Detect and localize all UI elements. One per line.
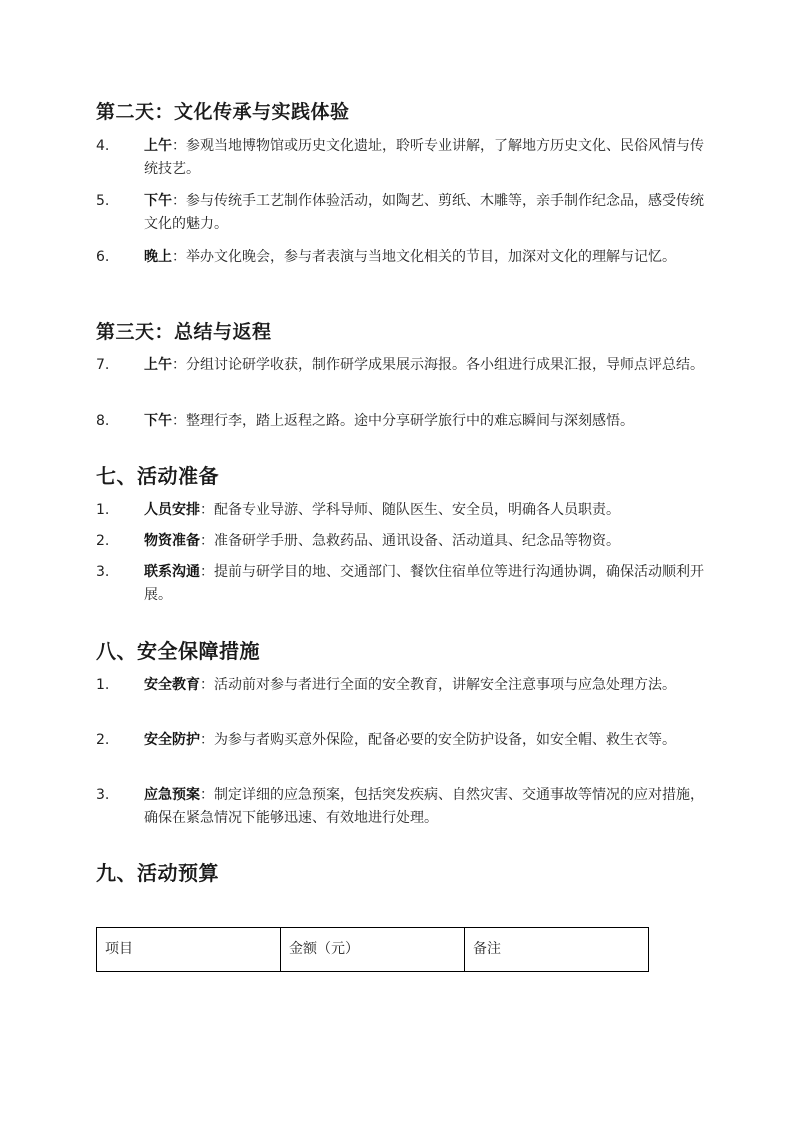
list-term: 上午 (144, 357, 172, 373)
list-number: 2. (96, 533, 110, 549)
list-item (96, 354, 706, 377)
list-term: 上午 (144, 138, 172, 154)
list-item (96, 784, 706, 830)
list-term: 下午 (144, 193, 172, 209)
list-item (96, 190, 706, 236)
list-text: ：配备专业导游、学科导师、随队医生、安全员，明确各人员职责。 (200, 502, 620, 518)
list-term: 安全教育 (144, 677, 200, 693)
list-term: 下午 (144, 413, 172, 429)
list-text: ：为参与者购买意外保险，配备必要的安全防护设备，如安全帽、救生衣等。 (200, 732, 676, 748)
table-header-cell: 金额（元） (281, 928, 465, 972)
list-term: 应急预案 (144, 787, 200, 803)
list-number: 4. (96, 138, 110, 154)
list-text: ：准备研学手册、急救药品、通讯设备、活动道具、纪念品等物资。 (200, 533, 620, 549)
list-item (96, 561, 706, 607)
table-header-cell: 备注 (465, 928, 649, 972)
list-number: 3. (96, 787, 110, 803)
section9-heading: 九、活动预算 (96, 861, 219, 885)
list-text: ：参与传统手工艺制作体验活动，如陶艺、剪纸、木雕等，亲手制作纪念品，感受传统文化的魅力。 (144, 193, 704, 232)
list-text: ：参观当地博物馆或历史文化遗址，聆听专业讲解，了解地方历史文化、民俗风情与传统技艺。 (144, 138, 704, 177)
list-item (96, 135, 706, 181)
day3-heading: 第三天：总结与返程 (96, 321, 272, 343)
list-term: 人员安排 (144, 502, 200, 518)
budget-table (96, 927, 649, 972)
section8-heading: 八、安全保障措施 (96, 639, 260, 663)
list-item (96, 674, 706, 697)
list-number: 3. (96, 564, 110, 580)
table-header-cell: 项目 (97, 928, 281, 972)
list-text: ：提前与研学目的地、交通部门、餐饮住宿单位等进行沟通协调，确保活动顺利开展。 (144, 564, 704, 603)
list-term: 晚上 (144, 249, 172, 265)
list-text: ：举办文化晚会，参与者表演与当地文化相关的节目，加深对文化的理解与记忆。 (172, 249, 676, 265)
list-number: 6. (96, 249, 110, 265)
list-term: 物资准备 (144, 533, 200, 549)
list-text: ：整理行李，踏上返程之路。途中分享研学旅行中的难忘瞬间与深刻感悟。 (172, 413, 634, 429)
list-text: ：分组讨论研学收获，制作研学成果展示海报。各小组进行成果汇报，导师点评总结。 (172, 357, 704, 373)
list-text: ：活动前对参与者进行全面的安全教育，讲解安全注意事项与应急处理方法。 (200, 677, 676, 693)
list-item (96, 729, 706, 752)
list-number: 7. (96, 357, 110, 373)
table-header-row (97, 928, 649, 972)
list-term: 安全防护 (144, 732, 200, 748)
list-item (96, 530, 706, 553)
section7-heading: 七、活动准备 (96, 464, 219, 488)
list-text: ：制定详细的应急预案，包括突发疾病、自然灾害、交通事故等情况的应对措施，确保在紧急情况下能够迅速、有效地进行处理。 (144, 787, 704, 826)
list-term: 联系沟通 (144, 564, 200, 580)
list-number: 1. (96, 502, 110, 518)
list-item (96, 410, 706, 433)
list-number: 2. (96, 732, 110, 748)
list-item (96, 246, 706, 269)
list-number: 1. (96, 677, 110, 693)
list-number: 5. (96, 193, 110, 209)
day2-heading: 第二天：文化传承与实践体验 (96, 101, 350, 123)
list-item (96, 499, 706, 522)
list-number: 8. (96, 413, 110, 429)
